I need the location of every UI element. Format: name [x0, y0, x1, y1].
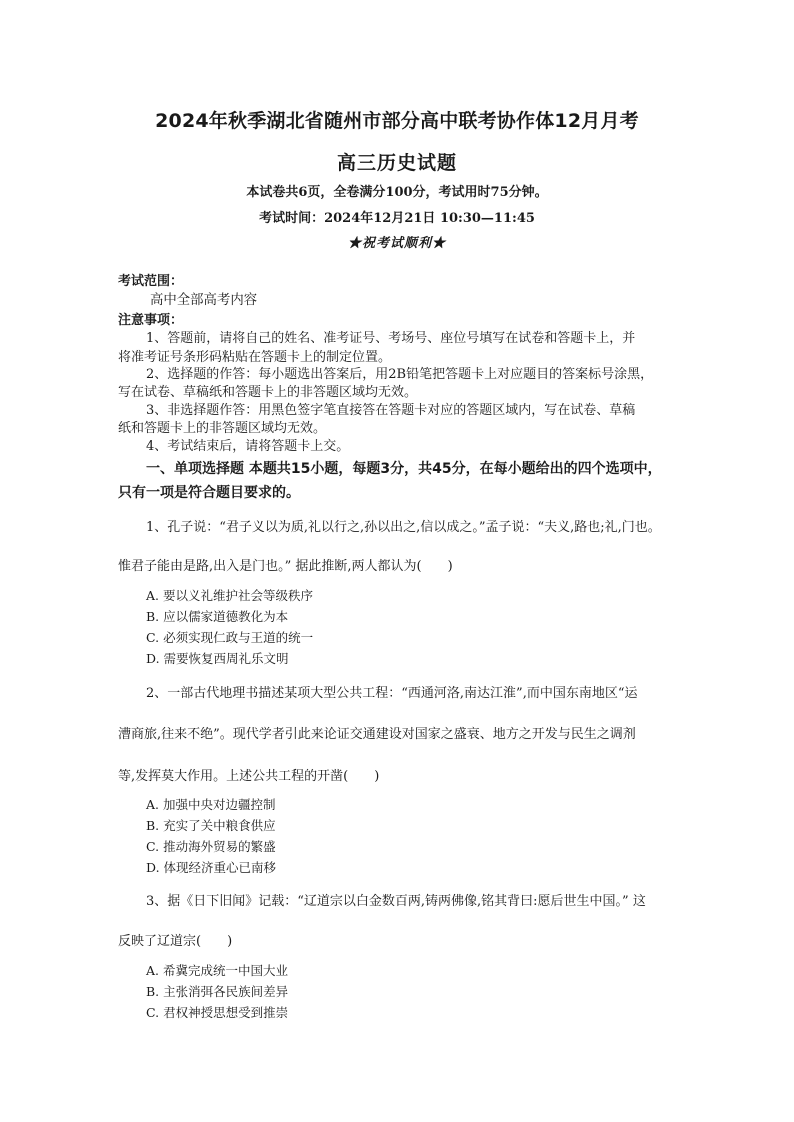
- note-line: 3、非选择题作答：用黑色签字笔直接答在答题卡对应的答题区域内，写在试卷、草稿: [146, 403, 636, 418]
- question-3-option-a: A. 希冀完成统一中国大业: [146, 963, 288, 978]
- exam-subtitle: 高三历史试题: [336, 152, 457, 174]
- question-2-option-c: C. 推动海外贸易的繁盛: [146, 839, 276, 854]
- exam-title: 2024年秋季湖北省随州市部分高中联考协作体12月月考: [155, 110, 639, 132]
- question-2-option-d: D. 体现经济重心已南移: [146, 860, 277, 875]
- section-heading: 一、单项选择题 本题共15小题，每题3分，共45分，在每小题给出的四个选项中，: [146, 461, 662, 477]
- exam-info: 本试卷共6页，全卷满分100分，考试用时75分钟。: [246, 185, 548, 200]
- good-luck-wish: ★祝考试顺利★: [347, 236, 446, 251]
- question-3-option-c: C. 君权神授思想受到推崇: [146, 1005, 289, 1020]
- question-2-stem-cont: 漕商旅,往来不绝”。现代学者引此来论证交通建设对国家之盛衰、地方之开发与民生之调剂: [118, 727, 636, 742]
- note-line: 纸和答题卡上的非答题区域均无效。: [118, 421, 327, 436]
- question-2-stem: 2、一部古代地理书描述某项大型公共工程：“西通河洛,南达江淮”,而中国东南地区“运: [146, 686, 638, 701]
- scope-label: 考试范围：: [118, 274, 184, 289]
- question-1-option-d: D. 需要恢复西周礼乐文明: [146, 651, 289, 666]
- question-3-stem-cont: 反映了辽道宗( ): [118, 934, 233, 949]
- question-1-option-b: B. 应以儒家道德教化为本: [146, 609, 289, 624]
- question-1-stem-cont: 惟君子能由是路,出入是门也。” 据此推断,两人都认为( ): [118, 559, 453, 574]
- note-line: 将准考证号条形码粘贴在答题卡上的制定位置。: [118, 350, 392, 365]
- note-line: 1、答题前，请将自己的姓名、准考证号、考场号、座位号填写在试卷和答题卡上，并: [146, 331, 636, 346]
- section-heading-cont: 只有一项是符合题目要求的。: [118, 485, 300, 501]
- question-3-option-b: B. 主张消弭各民族间差异: [146, 984, 289, 999]
- question-1-stem: 1、孔子说：“君子义以为质,礼以行之,孙以出之,信以成之。”孟子说：“夫义,路也;礼,门也。: [146, 520, 661, 535]
- notes-label: 注意事项：: [118, 313, 184, 328]
- question-2-option-a: A. 加强中央对边疆控制: [146, 797, 276, 812]
- question-3-stem: 3、据《日下旧闻》记载：“辽道宗以白金数百两,铸两佛像,铭其背曰:愿后世生中国。” 这: [146, 894, 646, 909]
- note-line: 2、选择题的作答：每小题选出答案后，用2B铅笔把答题卡上对应题目的答案标号涂黑，: [146, 367, 654, 382]
- question-1-option-c: C. 必须实现仁政与王道的统一: [146, 630, 314, 645]
- question-2-option-b: B. 充实了关中粮食供应: [146, 818, 276, 833]
- question-1-option-a: A. 要以义礼维护社会等级秩序: [146, 588, 313, 603]
- exam-time: 考试时间：2024年12月21日 10:30—11:45: [259, 211, 535, 226]
- scope-text: 高中全部高考内容: [150, 293, 258, 308]
- note-line: 4、考试结束后，请将答题卡上交。: [146, 439, 350, 454]
- question-2-stem-cont: 等,发挥莫大作用。上述公共工程的开凿( ): [118, 769, 380, 784]
- note-line: 写在试卷、草稿纸和答题卡上的非答题区域均无效。: [118, 385, 418, 400]
